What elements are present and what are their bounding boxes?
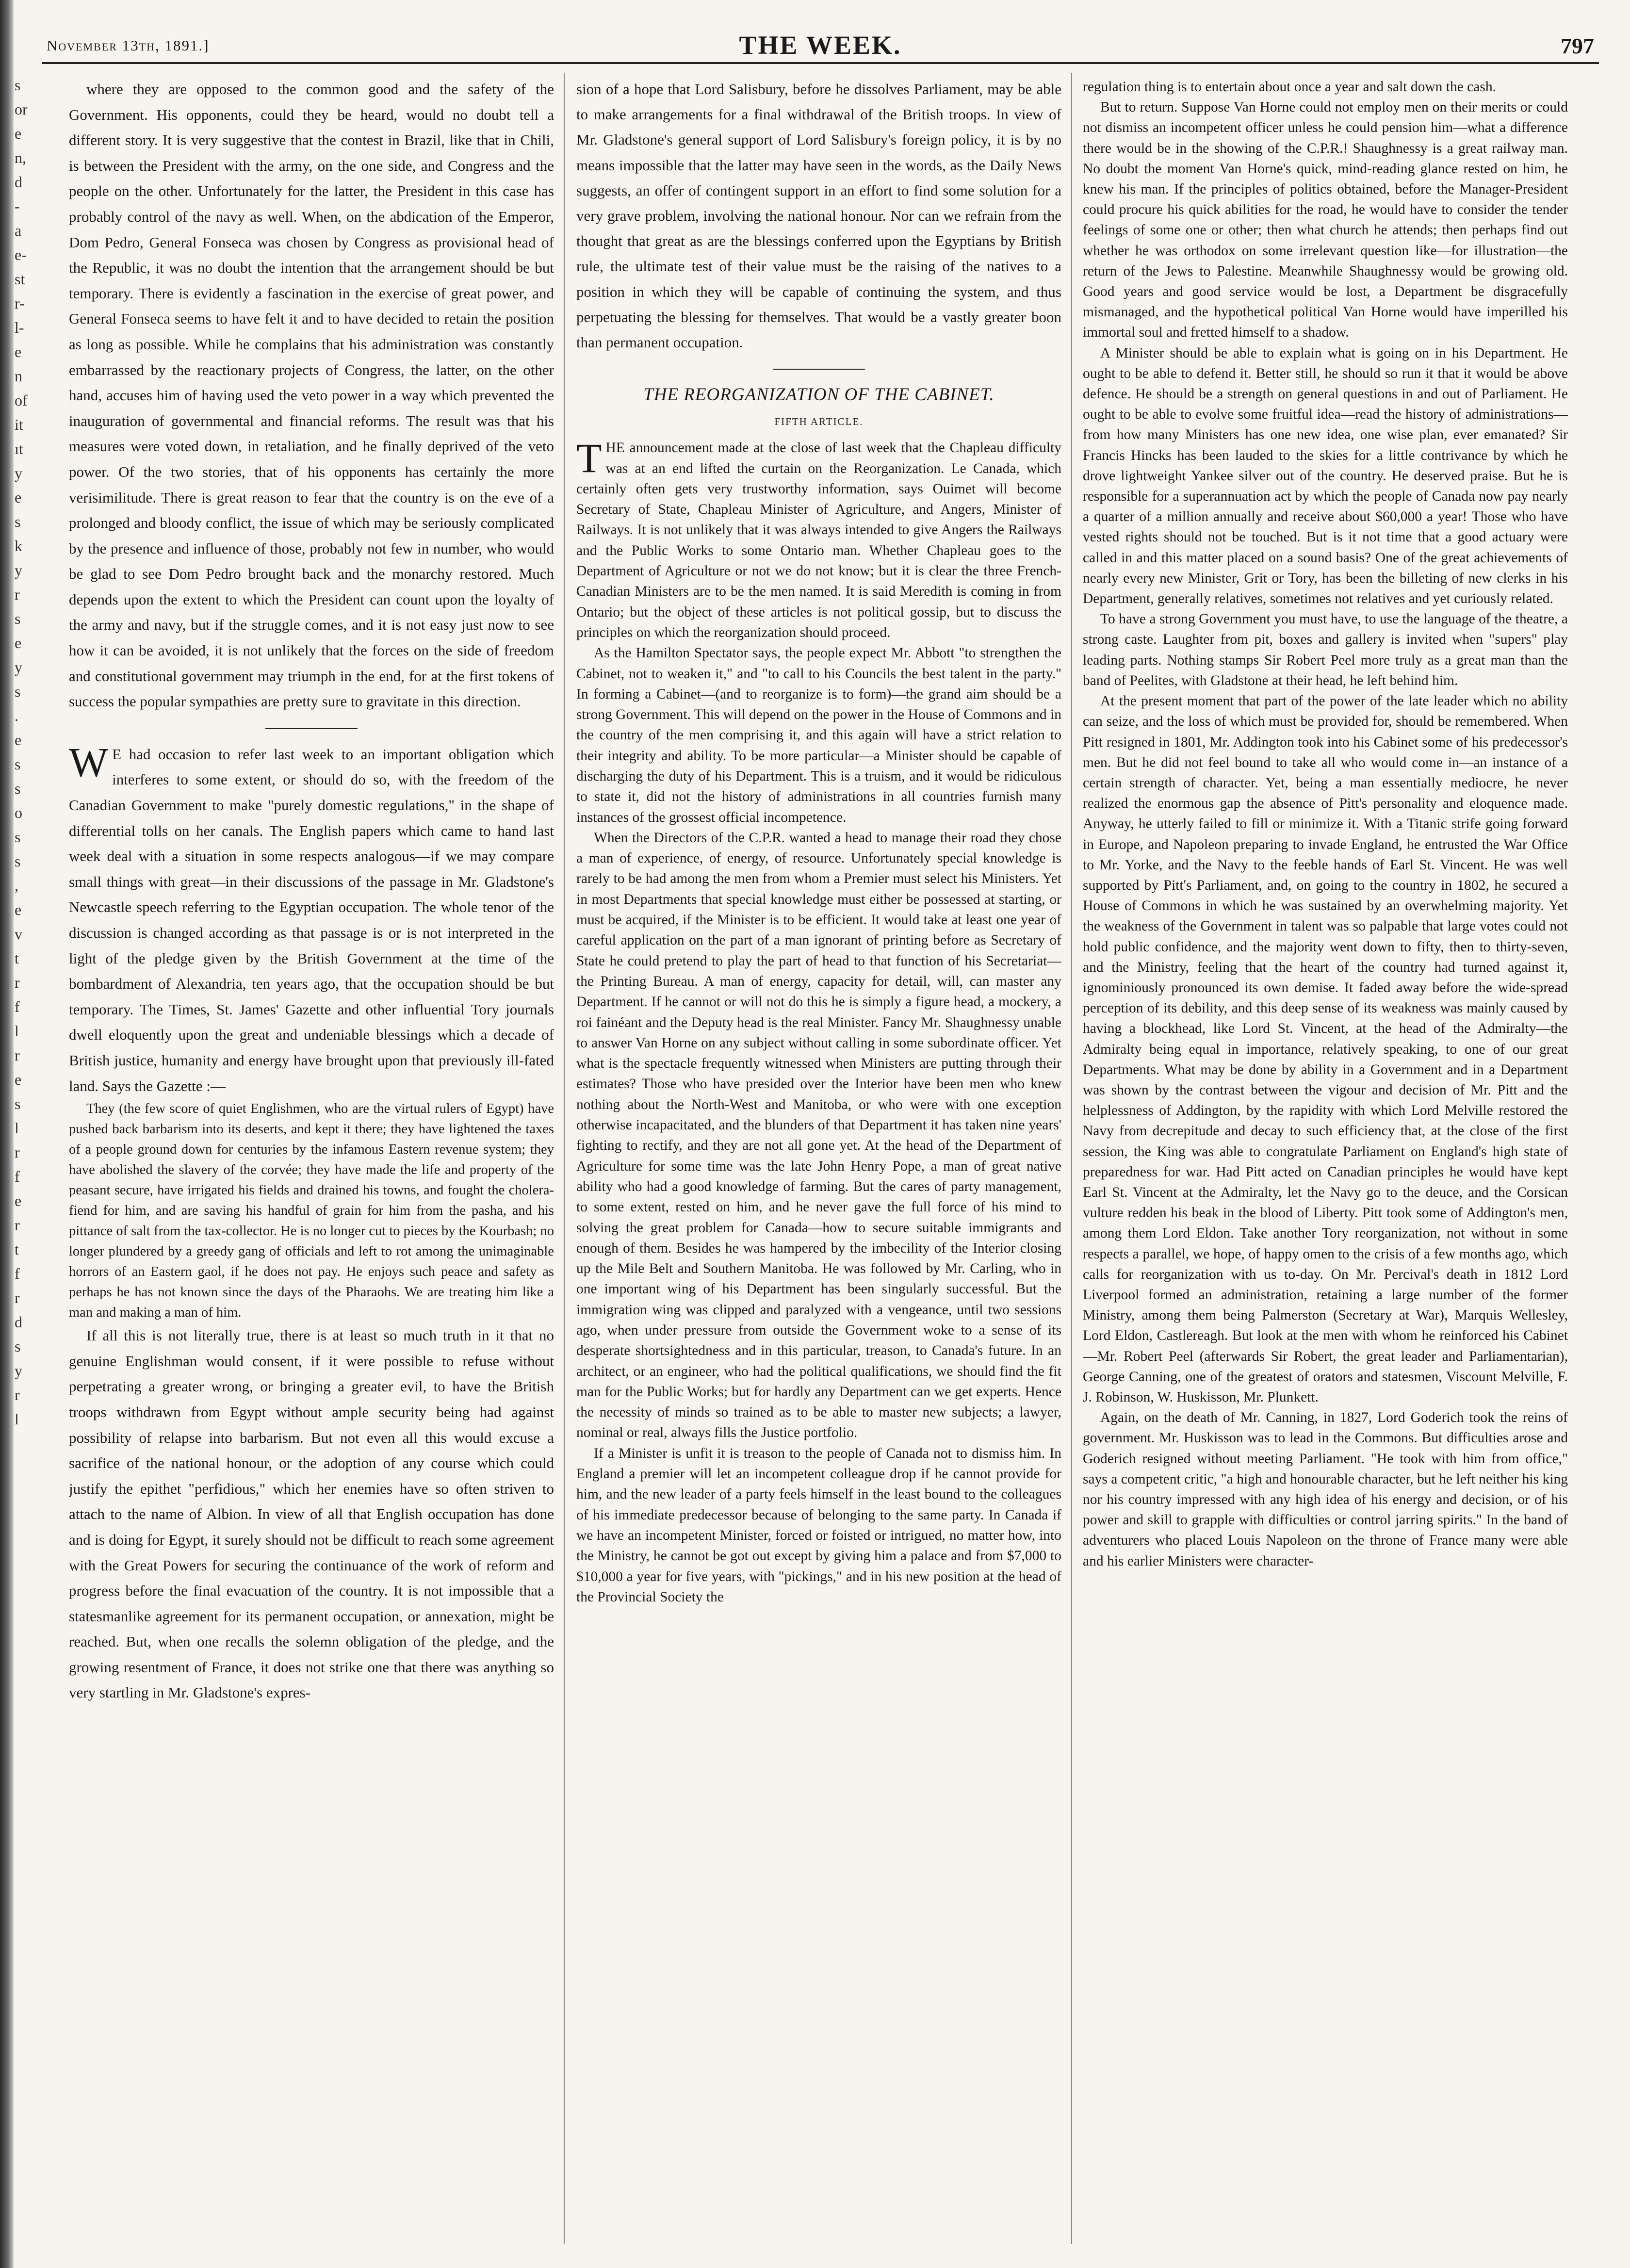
column-divider — [564, 73, 565, 2244]
margin-fragment: s — [15, 755, 21, 773]
margin-fragment: it — [15, 416, 23, 433]
margin-fragment: r — [15, 1143, 20, 1161]
margin-fragment: r- — [15, 294, 25, 312]
margin-fragment: l- — [15, 319, 24, 336]
paragraph: regulation thing is to entertain about once a year and salt down the cash. — [1083, 79, 1496, 95]
margin-fragment: e — [15, 634, 22, 652]
column-3 — [1083, 77, 1568, 2240]
margin-fragment: s — [15, 852, 21, 870]
margin-fragment: e — [15, 901, 22, 918]
margin-fragment: f — [15, 998, 20, 1015]
margin-fragment: s — [15, 76, 21, 94]
margin-fragment: - — [15, 197, 20, 215]
paragraph: sion of a hope that Lord Salisbury, before he dissolves Parliament, may be able to make arrangements for a final withdrawal of the British troops. In view of Mr. Gladstone's general support of Lord Salisbury's foreign policy, it is by no means impossible that the latter may have seen in the words, as the Daily News suggests, an offer of contingent support in an effort to find some solution for a very grave problem, involving the national honour. Nor can we refrain from the thought that great as are the blessings conferred upon the Egyptians by British rule, the ultimate test of their value must be the raising of the natives to a position in which they will be capable of continuing the system, and thus perpetuating the blessing for themselves. That would be a vastly greater boon than permanent occupation. — [576, 81, 1061, 351]
margin-fragment: n — [15, 367, 22, 385]
publication-title: THE WEEK. — [739, 31, 902, 60]
margin-fragment: s — [15, 1338, 21, 1355]
margin-fragment: of — [15, 392, 28, 409]
paragraph: But to return. Suppose Van Horne could not employ men on their merits or could not dismiss an incompetent officer unless he could pension him—what a difference there would be in the showing of the C.P.R.! Shaughnessy is a great railway man. No doubt the moment Van Horne's quick, mind-reading glance rested on him, he knew his man. If the principles of politics obtained, before the Manager-President could procure his quick abilities for the road, he would have to consider the tender feelings of some one or other; then what church he attends; then perhaps find out whether he was orthodox on some irrelevant question like—for illustration—the return of the Jews to Palestine. Meanwhile Shaughnessy would be growing old. Good years and good service would be lost, a Department be disgracefully mismanaged, and the hypothetical political Van Horne would have imperilled his immortal soul and fretted himself to a shadow. — [1083, 99, 1568, 341]
section-rule — [773, 369, 865, 370]
paragraph: To have a strong Government you must have, to use the language of the theatre, a strong caste. Laughter from pit, boxes and gallery is invited when "supers" play leading parts. Nothing stamps Sir Robert Peel more truly as a great man than the band of Peelites, with Gladstone at their head, he left behind him. — [1083, 611, 1568, 688]
margin-fragment: e — [15, 1192, 22, 1209]
margin-fragment: t — [15, 949, 19, 967]
paragraph: At the present moment that part of the power of the late leader which no ability can seize, and the loss of which must be provided for, should be remembered. When Pitt resigned in 1801, Mr. Addington took into his Cabinet some of his predecessor's men. But he did not feel bound to take all who would come in—an instance of a certain strength of character. Yet, being a man essentially mediocre, he never realized the enormous gap the absence of Pitt's personality and eloquence made. Anyway, he utterly failed to fill or minimize it. With a Titanic strife going forward in Europe, and Napoleon preparing to invade England, he entrusted the War Office to Mr. Yorke, and the Navy to the feeble hands of Earl St. Vincent. He was well supported by Pitt's Parliament, and, on going to the country in 1802, he secured a House of Commons in which he was sustained by an overwhelming majority. Yet the weakness of the Government in talent was so palpable that large votes could not hold public confidence, and the majority went down to fifty, then to thirty-seven, and the Ministry, feeling that the heart of the country had turned against it, ignominiously pronounced its own demise. It faded away before the wide-spread perception of its debility, and this deep sense of its weakness was mainly caused by having a blockhead, like Lord St. Vincent, at the head of the Admiralty—the Admiralty being equal in importance, relatively speaking, to one of our great Departments. What may be done by ability in a Government and in a Department was shown by the contrast between the vigour and decision of Mr. Pitt and the helplessness of Addington, by the rapidity with which Lord Melville restored the Navy from decrepitude and decay to such efficiency that, at the close of the first session, the King was able to congratulate Parliament on England's high state of preparedness for war. Had Pitt acted on Canadian principles he would have kept Earl St. Vincent at the Admiralty, let the Navy go to the deuce, and the Corsican vulture redden his beak in the blood of Liberty. Pitt took some of Addington's men, among them Lord Eldon. Take another Tory reorganization, not without in some respects a parallel, we hope, of happy omen to the crisis of a few months ago, which calls for reorganization with us to-day. On Mr. Percival's death in 1812 Lord Liverpool formed an administration, retaining a large number of the former Ministry, among them being Palmerston (Secretary at War), Marquis Wellesley, Lord Eldon, Castlereagh. But look at the men with whom he reinforced his Cabinet—Mr. Robert Peel (afterwards Sir Robert, the great leader and Parliamentarian), George Canning, one of the greatest of orators and statesmen, Viscount Melville, F. J. Robinson, W. Huskisson, Mr. Plunkett. — [1083, 693, 1568, 1405]
page-number: 797 — [1561, 33, 1594, 58]
article-subtitle: FIFTH ARTICLE. — [774, 416, 864, 428]
margin-fragment: or — [15, 100, 28, 118]
issue-date: November 13th, 1891.] — [47, 37, 210, 54]
margin-fragment: r — [15, 1216, 20, 1234]
margin-fragment: n, — [15, 149, 26, 166]
margin-fragment: ıt — [15, 440, 23, 457]
paragraph: where they are opposed to the common good and the safety of the Government. His opponents, could they be heard, would no doubt tell a different story. It is very suggestive that the contest in Brazil, like that in Chili, is between the President with the army, on the one side, and Congress and the people on the other. Unfortunately for the latter, the President in this case has probably control of the navy as well. When, on the abdication of the Emperor, Dom Pedro, General Fonseca was chosen by Congress as provisional head of the Republic, it was no doubt the intention that the arrangement should be but temporary. There is evidently a fascination in the exercise of great power, and General Fonseca seems to have felt it and to have decided to retain the position as long as possible. While he complains that his administration was constantly embarrassed by the reactionary projects of Congress, the latter, on the other hand, accuses him of having used the veto power in a way which prevented the inauguration of governmental and financial reforms. The result was that his measures were voted down, in retaliation, and he finally deprived of the veto power. Of the two stories, that of his opponents has certainly the more verisimilitude. There is great reason to fear that the country is on the eve of a prolonged and bloody conflict, the issue of which may be seriously complicated by the presence and influence of those, probably not few in number, who would be glad to see Dom Pedro brought back and the monarchy restored. Much depends upon the extent to which the President can count upon the loyalty of the army and navy, but if the struggle comes, and it is not easy just now to see how it can be avoided, it is not unlikely that the forces on the side of freedom and constitutional government may triumph in the end, for at the first tokens of success the popular sympathies are pretty sure to gravitate in this direction. — [69, 81, 554, 710]
margin-fragment: s — [15, 610, 21, 627]
margin-fragment: a — [15, 222, 22, 239]
margin-fragment: r — [15, 1046, 20, 1064]
column-2 — [576, 77, 1061, 2240]
paragraph: A Minister should be able to explain what is going on in his Department. He ought to be able to defend it. Better still, he should so run it that it would be above defence. He should be a strength on general questions in and out of Parliament. He ought to be able to evolve some fruitful idea—read the history of administrations—from how many Ministers has one new idea, one wise plan, ever emanated? Sir Francis Hincks has been lauded to the skies for a little contrivance by which he drove lightweight Yankee silver out of the country. He deserved praise. But he is responsible for a superannuation act by which the people of Canada now pay nearly a quarter of a million annually and receive about $60,000 a year! Those who have vested rights should not be touched. But is it not time that a good actuary were called in and this matter placed on a sound basis? One of the great achievements of nearly every new Minister, Grit or Tory, has been the billeting of new clerks in his Department, generally relatives, sometimes not relatives and yet curiously related. — [1083, 345, 1568, 607]
column-1 — [69, 77, 554, 2240]
margin-fragment: e — [15, 1071, 22, 1088]
paragraph — [69, 738, 554, 1099]
margin-fragment: e — [15, 731, 22, 749]
paragraph-text: E had occasion to refer last week to an important obligation which interferes to some extent, or should do so, with the freedom of the Canadian Government to make "purely domestic regulations," in the shape of differential tolls on her canals. The English papers which came to hand last week deal with a situation in some respects analogous—if we may compare small things with great—in their discussions of the passage in Mr. Gladstone's Newcastle speech referring to the Egyptian occupation. The whole tenor of the discussion is changed according as that passage is or is not interpreted in the light of the pledge given by the British Government at the time of the bombardment of Alexandria, ten years ago, that the occupation should be but temporary. The Times, St. James' Gazette and other influential Tory journals dwell eloquently upon the great and undeniable blessings which a decade of British justice, humanity and energy have brought upon that previously ill-fated land. Says the Gazette :— — [69, 745, 554, 1094]
margin-fragment: f — [15, 1168, 20, 1185]
masthead-rule — [42, 62, 1599, 64]
adjacent-page-fragments — [15, 73, 28, 2159]
margin-fragment: y — [15, 658, 22, 676]
margin-fragment: e — [15, 489, 22, 506]
margin-fragment: e — [15, 343, 22, 360]
margin-fragment: r — [15, 1386, 20, 1403]
margin-fragment: y — [15, 464, 22, 482]
margin-fragment: r — [15, 1289, 20, 1306]
margin-fragment: o — [15, 804, 22, 821]
paragraph-text: HE announcement made at the close of last week that the Chapleau difficulty was at an end lifted the curtain on the Reorganization. Le Canada, which certainly often gets very trustworthy information, says Ouimet will become Secretary of State, Chapleau Minister of Agriculture, and Angers, Minister of Railways. It is not unlikely that it was always intended to give Angers the Railways and the Public Works to some Ontario man. Whether Chapleau goes to the Department of Agriculture or not we do not know; but it is clear the three French-Canadian Ministers are to be the men named. It is said Meredith is coming in from Ontario; but the object of these articles is not political gossip, but to discuss the principles on which the reorganization should proceed. — [576, 440, 1061, 640]
margin-fragment: t — [15, 1240, 19, 1258]
margin-fragment: s — [15, 828, 21, 846]
margin-fragment: . — [15, 707, 18, 724]
margin-fragment: s — [15, 513, 21, 530]
paragraph: Again, on the death of Mr. Canning, in 1827, Lord Goderich took the reins of government. Mr. Huskisson was to lead in the Commons. But difficulties arose and Goderich resigned without meeting Parliament. "He took with him from office," says a competent critic, "a high and honourable character, but he left neither his king nor his country impressed with any high idea of his energy and decision, or of his power and skill to grapple with difficulties or control jarring spirits." In the band of adventurers who placed Louis Napoleon on the throne of France many were able and his earlier Ministers were character- — [1083, 1410, 1568, 1569]
column-divider — [1071, 73, 1072, 2244]
paragraph: When the Directors of the C.P.R. wanted a head to manage their road they chose a man of experience, of energy, of resource. Unfortunately special knowledge is rarely to be had among the men from whom a Premier must select his Ministers. Yet in most Departments that special knowledge must either be possessed at starting, or must be acquired, if the Minister is to be efficient. It would take at least one year of careful application on the part of a man ignorant of printing before as Secretary of State he could pretend to play the part of head to that function of his Secretariat—the Printing Bureau. A man of energy, capacity for detail, will, can master any Department. If he cannot or will not do this he is simply a figure head, a mockery, a roi fainéant and the Deputy head is the real Minister. Fancy Mr. Shaughnessy unable to answer Van Horne on any subject without calling in some subordinate officer. Yet what is the spectacle frequently witnessed when Ministers are putting through their estimates? Those who have presided over the Interior have been men who knew nothing about the North-West and Manitoba, or who were with one exception otherwise incapacitated, and the blunders of that Department it has taken nine years' fighting to rectify, and they are not all gone yet. At the head of the Department of Agriculture for some time was the late John Henry Pope, a man of great native ability who had a good knowledge of farming. But the cares of party management, to some extent, rested on him, and he never gave the full force of his mind to solving the great problem for Canada—how to secure suitable immigrants and enough of them. Besides he was hampered by the imbecility of the Interior closing up the Mile Belt and Southern Manitoba. He was followed by Mr. Carling, who in one important wing of his Department has been singularly successful. But the immigration wing was clipped and paralyzed with a vengeance, until two sessions ago, when under pressure from outside the Government woke to a sense of its desperate shortsightedness and in this particular, treason, to Canada's future. In an architect, or an engineer, who had the political qualifications, we should find the fit man for the Public Works; but for hardly any Department can we get experts. Hence the necessity of minds so trained as to be able to master new subjects; a lawyer, nominal or real, always fills the Justice portfolio. — [576, 830, 1061, 1441]
margin-fragment: s — [15, 1095, 21, 1112]
margin-fragment: k — [15, 537, 22, 555]
margin-fragment: f — [15, 1265, 20, 1282]
article-title: THE REORGANIZATION OF THE CABINET. — [643, 385, 994, 405]
margin-fragment: v — [15, 925, 22, 943]
drop-cap: T — [576, 435, 602, 482]
margin-fragment: l — [15, 1022, 19, 1040]
margin-fragment: e- — [15, 246, 27, 263]
margin-fragment: , — [15, 877, 18, 894]
margin-fragment: d — [15, 173, 22, 191]
margin-fragment: y — [15, 1362, 22, 1379]
margin-fragment: l — [15, 1410, 19, 1428]
margin-fragment: s — [15, 683, 21, 700]
margin-fragment: st — [15, 270, 25, 288]
masthead — [47, 30, 1594, 64]
margin-fragment: e — [15, 125, 22, 142]
section-rule — [265, 728, 358, 729]
margin-fragment: s — [15, 780, 21, 797]
drop-cap: W — [69, 738, 109, 785]
paragraph: If a Minister is unfit it is treason to the people of Canada not to dismiss him. In England a premier will let an incompetent colleague drop if he cannot provide for him, and the new leader of a party feels himself in the least bound to the colleagues of his immediate predecessor because of belonging to the same party. In Canada if we have an incompetent Minister, forced or foisted or intrigued, no matter how, into the Ministry, he cannot be got out except by giving him a palace and from $7,000 to $10,000 a year for five years, with "pickings," and in his new position at the head of the Provincial Society the — [576, 1445, 1061, 1605]
margin-fragment: r — [15, 586, 20, 603]
paragraph: If all this is not literally true, there is at least so much truth in it that no genuine Englishman would consent, if it were possible to refuse without perpetrating a greater wrong, or bringing a greater evil, to have the British troops withdrawn from Egypt without ample security being had against possibility of relapse into barbarism. But not even all this would excuse a sacrifice of the national honour, or the adoption of any course which could justify the epithet "perfidious," which her enemies have so often striven to attach to the name of Albion. In view of all that English occupation has done and is doing for Egypt, it surely should not be difficult to reach some agreement with the Great Powers for securing the continuance of the work of reform and progress before the final evacuation of the country. It is not impossible that a statesmanlike agreement for its permanent occupation, or annexation, might be reached. But, when one recalls the solemn obligation of the pledge, and the growing resentment of France, it does not strike one that there was anything so very startling in Mr. Gladstone's expres- — [69, 1327, 554, 1701]
margin-fragment: y — [15, 561, 22, 579]
paragraph — [576, 435, 1061, 643]
margin-fragment: l — [15, 1119, 19, 1137]
margin-fragment: r — [15, 974, 20, 991]
binding-shadow — [0, 0, 14, 2268]
paragraph: As the Hamilton Spectator says, the people expect Mr. Abbott "to strengthen the Cabinet, not to weaken it," and "to call to his Councils the best talent in the party." In forming a Cabinet—(and to reorganize is to form)—the grand aim should be a strong Government. This will depend on the power in the House of Commons and in the country of the men comprising it, and this again will have a strict relation to their integrity and ability. To be more particular—a Minister should be capable of discharging the duty of his Department. This is a truism, and it would be ridiculous to state it, did not the history of administrations in all countries furnish many instances of the grossest official incompetence. — [576, 645, 1061, 825]
margin-fragment: d — [15, 1313, 22, 1331]
block-quote: They (the few score of quiet Englishmen, who are the virtual rulers of Egypt) have pushed back barbarism into its deserts, and kept it there; they have lightened the taxes of a people ground down for centuries by the infamous Eastern revenue system; they have abolished the slavery of the corvée; they have made the life and property of the peasant secure, have irrigated his fields and drained his towns, and fought the cholera-fiend for him, and are saving his handful of grain for him from the pasha, and his pittance of salt from the tax-collector. He is no longer cut to pieces by the Kourbash; no longer plundered by a greedy gang of officials and left to rot among the unimaginable horrors of an Eastern gaol, if he does not pay. He enjoys such peace and safety as perhaps he has not known since the days of the Pharaohs. We are treating him like a man and making a man of him. — [69, 1101, 554, 1321]
